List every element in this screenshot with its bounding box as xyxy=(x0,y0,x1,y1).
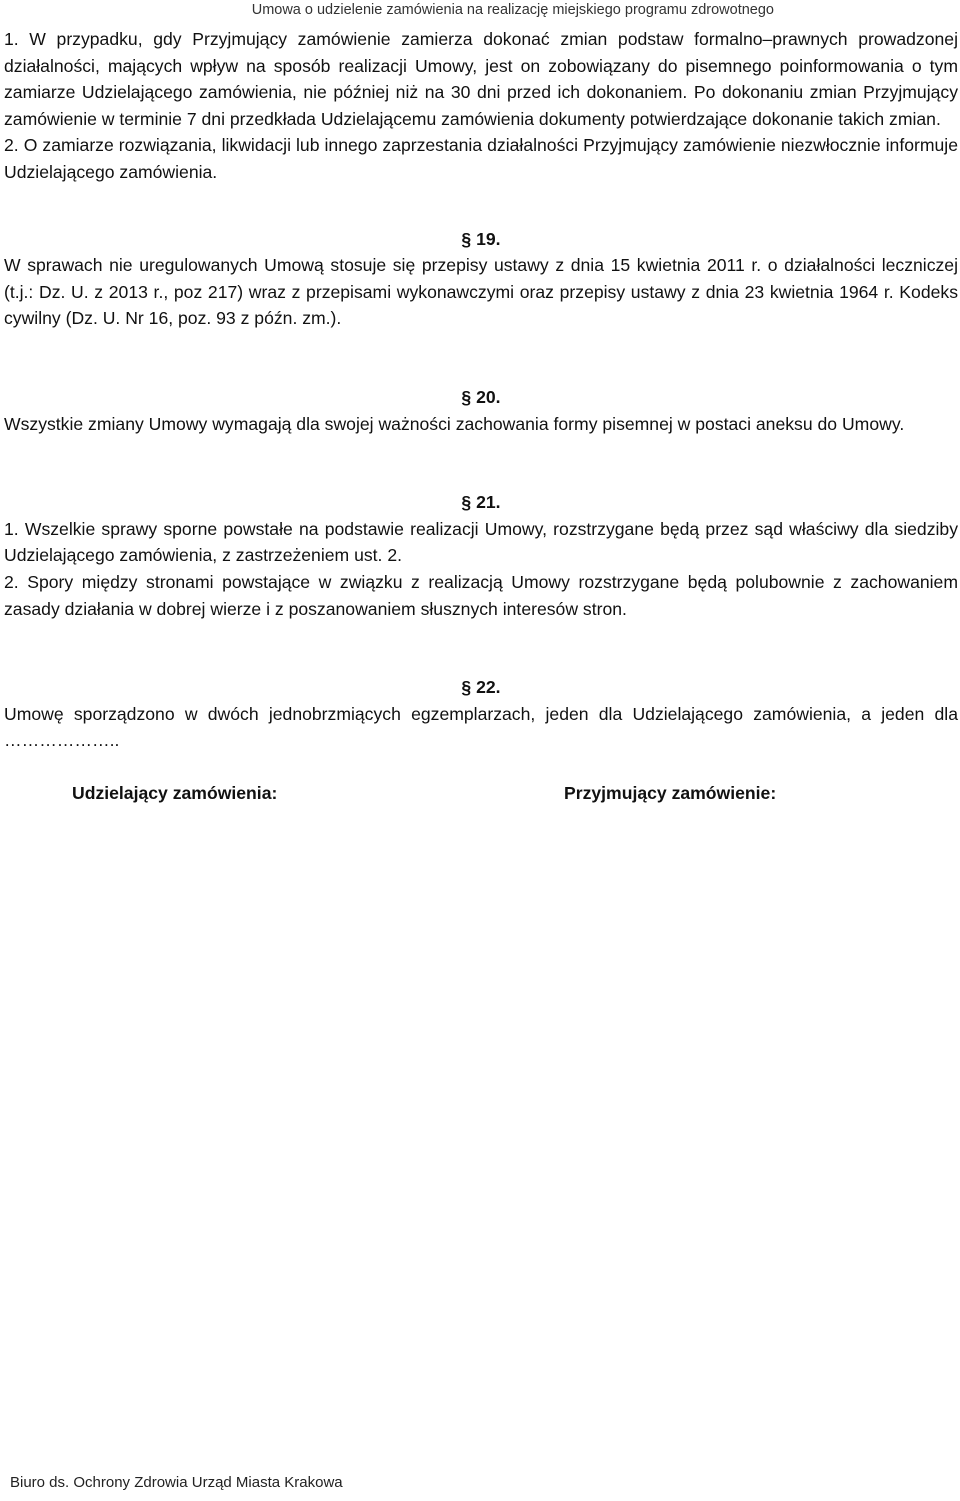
section-mark-21: § 21. xyxy=(461,492,501,513)
section-mark-22: § 22. xyxy=(461,677,501,698)
section-mark-19: § 19. xyxy=(461,228,501,249)
paragraph-19: W sprawach nie uregulowanych Umową stosuje się przepisy ustawy z dnia 15 kwietnia 2011 r. o działalności leczniczej (t.j.: Dz. U. z 2013 r., poz 217) wraz z przepisami wykonawczymi oraz przepisy ustawy z dnia 23 kwietnia 1964 r. Kodeks cywilny (Dz. U. Nr 16, poz. 93 z późn. zm.). xyxy=(4,255,958,329)
signature-label-contractor: Przyjmujący zamówienie: xyxy=(564,782,777,803)
spacer xyxy=(4,437,958,489)
spacer xyxy=(4,622,958,674)
signature-label-contracting-party: Udzielający zamówienia: xyxy=(72,782,278,803)
section-number-22: 22. xyxy=(476,677,501,698)
paragraph-18-1: 1. W przypadku, gdy Przyjmujący zamówienie zamierza dokonać zmian podstaw formalno–prawnych prowadzonej działalności, mających wpływ na sposób realizacji Umowy, jest on zobowiązany do pisemnego poinformowania o tym zamiarze Udzielającego zamówienia, nie później niż na 30 dni przed ich dokonaniem. Po dokonaniu zmian Przyjmujący zamówienie w terminie 7 dni przedkłada Udzielającemu zamówienia dokumenty potwierdzające dokonanie takich zmian. xyxy=(4,29,958,129)
paragraph-21-1: 1. Wszelkie sprawy sporne powstałe na podstawie realizacji Umowy, rozstrzygane będą przez sąd właściwy dla siedziby Udzielającego zamówienia, z zastrzeżeniem ust. 2. xyxy=(4,518,958,566)
spacer xyxy=(4,332,958,384)
running-header: Umowa o udzielenie zamówienia na realizację miejskiego programu zdrowotnego xyxy=(251,2,774,18)
paragraph-22: Umowę sporządzono w dwóch jednobrzmiących egzemplarzach, jeden dla Udzielającego zamówienia, a jeden dla ……………….. xyxy=(4,703,958,751)
section-number-19: 19. xyxy=(476,228,501,249)
section-number-21: 21. xyxy=(476,492,501,513)
section-number-20: 20. xyxy=(476,386,501,407)
paragraph-18-2: 2. O zamiarze rozwiązania, likwidacji lub innego zaprzestania działalności Przyjmujący zamówienie niezwłocznie informuje Udzielającego zamówienia. xyxy=(4,135,958,182)
paragraph-21-2: 2. Spory między stronami powstające w związku z realizacją Umowy rozstrzygane będą polubownie z zachowaniem zasady działania w dobrej wierze i z poszanowaniem słusznych interesów stron. xyxy=(4,571,958,619)
document-body xyxy=(4,26,958,810)
page-footer: Biuro ds. Ochrony Zdrowia Urząd Miasta Krakowa xyxy=(10,1474,343,1491)
spacer xyxy=(4,186,958,226)
signature-row xyxy=(4,780,958,810)
paragraph-20: Wszystkie zmiany Umowy wymagają dla swojej ważności zachowania formy pisemnej w postaci aneksu do Umowy. xyxy=(4,413,905,434)
section-mark-20: § 20. xyxy=(461,386,501,407)
